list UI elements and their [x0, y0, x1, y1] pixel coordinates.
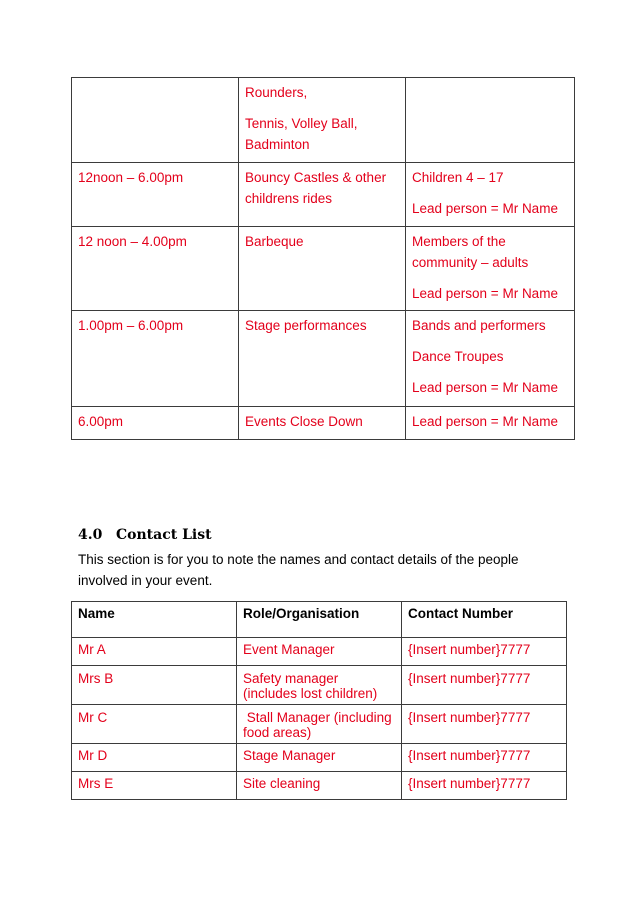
schedule-who-cell: [406, 78, 575, 163]
contact-number: {Insert number}7777: [402, 772, 567, 800]
contact-row: [72, 772, 567, 800]
schedule-activity-cell: [239, 407, 406, 440]
schedule-time-cell: [72, 78, 239, 163]
schedule-who-cell: [406, 407, 575, 440]
contact-role: Stall Manager (including food areas): [237, 705, 402, 744]
schedule-time-cell: [72, 407, 239, 440]
contact-name: Mr A: [72, 638, 237, 666]
contact-number: {Insert number}7777: [402, 638, 567, 666]
header-contact-number: Contact Number: [402, 602, 567, 638]
section-heading: [78, 527, 212, 543]
header-role: Role/Organisation: [237, 602, 402, 638]
event-schedule-table: [71, 77, 575, 440]
contact-name: Mrs E: [72, 772, 237, 800]
section-number: 4.0: [78, 527, 103, 543]
contact-list-table: [71, 601, 567, 800]
schedule-activity-cell: [239, 78, 406, 163]
who-line: Lead person = Mr Name: [412, 201, 558, 216]
contact-row: [72, 666, 567, 705]
schedule-time-cell: [72, 163, 239, 227]
who-line: Lead person = Mr Name: [412, 414, 558, 429]
contact-row: [72, 638, 567, 666]
activity-line: Stage performances: [245, 318, 367, 333]
time-text: 1.00pm – 6.00pm: [78, 318, 184, 333]
activity-line: Tennis, Volley Ball, Badminton: [245, 116, 358, 152]
schedule-row: [72, 163, 575, 227]
schedule-time-cell: [72, 311, 239, 407]
schedule-activity-cell: [239, 311, 406, 407]
who-line: Lead person = Mr Name: [412, 380, 558, 395]
schedule-activity-cell: [239, 227, 406, 311]
section-title: Contact List: [116, 527, 212, 543]
time-text: 6.00pm: [78, 414, 124, 429]
schedule-who-cell: [406, 227, 575, 311]
contact-role: Stage Manager: [237, 744, 402, 772]
who-line: Members of the community – adults: [412, 234, 529, 270]
activity-line: Rounders,: [245, 85, 308, 100]
contact-role: Safety manager (includes lost children): [237, 666, 402, 705]
time-text: 12 noon – 4.00pm: [78, 234, 187, 249]
schedule-who-cell: [406, 311, 575, 407]
section-intro: This section is for you to note the names and contact details of the people involved in your event.: [78, 552, 519, 588]
who-line: Dance Troupes: [412, 349, 504, 364]
contact-header-row: [72, 602, 567, 638]
schedule-row: [72, 311, 575, 407]
contact-number: {Insert number}7777: [402, 705, 567, 744]
header-name: Name: [72, 602, 237, 638]
contact-name: Mr C: [72, 705, 237, 744]
schedule-row: [72, 407, 575, 440]
schedule-row: [72, 78, 575, 163]
activity-line: Events Close Down: [245, 414, 363, 429]
contact-role: Site cleaning: [237, 772, 402, 800]
who-line: Bands and performers: [412, 318, 546, 333]
contact-number: {Insert number}7777: [402, 666, 567, 705]
who-line: Lead person = Mr Name: [412, 286, 558, 301]
schedule-who-cell: [406, 163, 575, 227]
contact-name: Mrs B: [72, 666, 237, 705]
activity-line: Bouncy Castles & other childrens rides: [245, 170, 387, 206]
contact-row: [72, 744, 567, 772]
time-text: 12noon – 6.00pm: [78, 170, 184, 185]
schedule-time-cell: [72, 227, 239, 311]
contact-role: Event Manager: [237, 638, 402, 666]
who-line: Children 4 – 17: [412, 170, 504, 185]
contact-row: [72, 705, 567, 744]
contact-number: {Insert number}7777: [402, 744, 567, 772]
contact-name: Mr D: [72, 744, 237, 772]
activity-line: Barbeque: [245, 234, 304, 249]
schedule-activity-cell: [239, 163, 406, 227]
schedule-row: [72, 227, 575, 311]
